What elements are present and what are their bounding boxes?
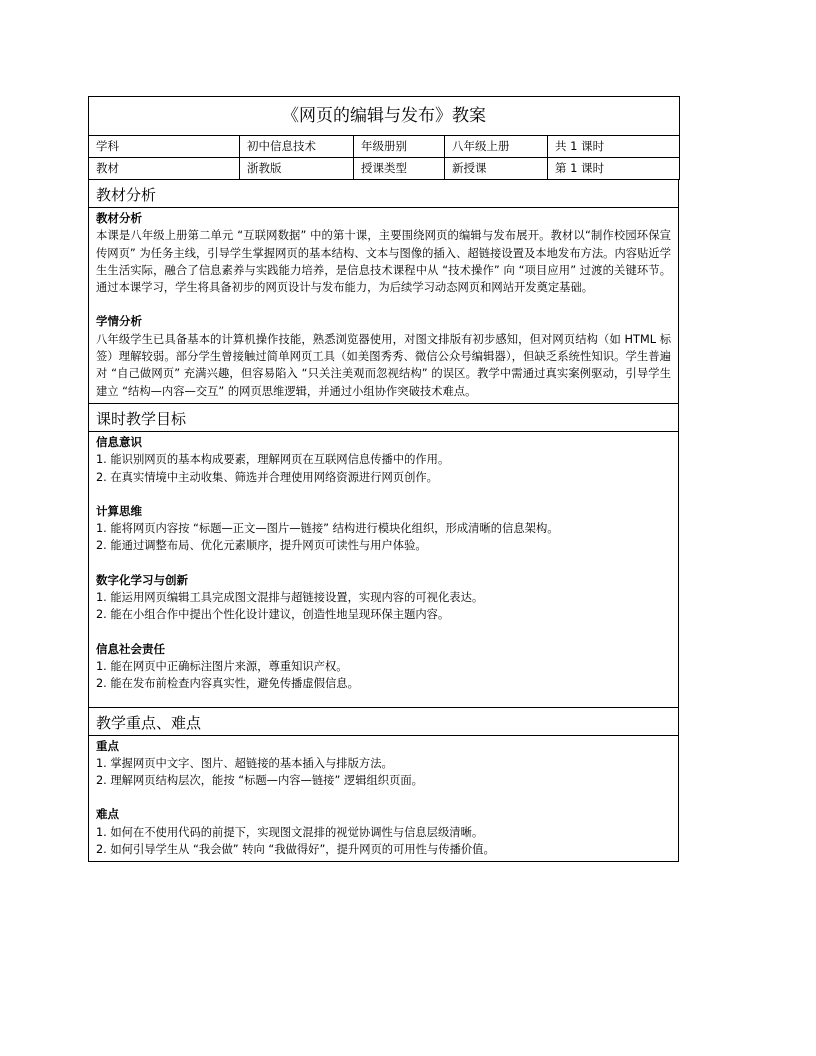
list-item: 2. 如何引导学生从 “我会做” 转向 “我做得好”，提升网页的可用性与传播价值。 [96, 843, 495, 857]
section-heading: 课时教学目标 [89, 404, 678, 432]
section-heading: 教学重点、难点 [89, 708, 678, 736]
subheading: 信息意识 [96, 434, 142, 449]
list-item: 1. 能运用网页编辑工具完成图文混排与超链接设置，实现内容的可视化表达。 [96, 591, 484, 605]
list-item: 2. 能在小组合作中提出个性化设计建议，创造性地呈现环保主题内容。 [96, 608, 450, 622]
section-objectives [88, 404, 679, 708]
subheading: 信息社会责任 [96, 641, 165, 656]
info-table [88, 96, 680, 180]
section-key-difficult-points [88, 708, 679, 863]
info-cell: 八年级上册 [445, 136, 548, 158]
subheading: 教材分析 [96, 211, 142, 225]
section-heading: 教材分析 [89, 180, 678, 208]
info-cell: 第 1 课时 [548, 158, 680, 180]
info-cell: 教材 [89, 158, 240, 180]
info-cell: 学科 [89, 136, 240, 158]
subheading: 学情分析 [96, 314, 142, 329]
info-row [89, 158, 680, 180]
list-item: 1. 能将网页内容按 “标题—正文—图片—链接” 结构进行模块化组织，形成清晰的信息架构。 [96, 522, 559, 536]
subheading: 重点 [96, 738, 119, 753]
list-item: 1. 掌握网页中文字、图片、超链接的基本插入与排版方法。 [96, 756, 393, 770]
info-cell: 共 1 课时 [548, 136, 680, 158]
list-item: 1. 如何在不使用代码的前提下，实现图文混排的视觉协调性与信息层级清晰。 [96, 825, 484, 839]
lesson-plan-document [88, 96, 679, 862]
subheading: 难点 [96, 807, 119, 822]
info-row [89, 136, 680, 158]
list-item: 2. 在真实情境中主动收集、筛选并合理使用网络资源进行网页创作。 [96, 470, 438, 484]
subheading: 计算思维 [96, 503, 142, 518]
info-cell: 授课类型 [354, 158, 445, 180]
paragraph: 本课是八年级上册第二单元 “互联网数据” 中的第十课，主要围绕网页的编辑与发布展开。教材以“制作校园环保宣传网页” 为任务主线，引导学生掌握网页的基本结构、文本与图像的插入、超链接设置及本地发布方法。内容贴近学生生活实际，融合了信息素养与实践能力培养，是信息技术课程中从 “技术操作” 向 “项目应用” 过渡的关键环节。通过本课学习，学生将具备初步的网页设计与发布能力，为后续学习动态网页和网站开发奠定基础。 [96, 229, 671, 295]
section-textbook-analysis [88, 180, 679, 404]
page-title: 《网页的编辑与发布》教案 [89, 97, 680, 136]
info-cell: 浙教版 [240, 158, 354, 180]
paragraph: 八年级学生已具备基本的计算机操作技能，熟悉浏览器使用，对图文排版有初步感知，但对网页结构（如 HTML 标签）理解较弱。部分学生曾接触过简单网页工具（如美图秀秀、微信公众号编辑器），但缺乏系统性知识。学生普遍对 “自己做网页” 充满兴趣，但容易陷入 “只关注美观而忽视结构” 的误区。教学中需通过真实案例驱动，引导学生建立 “结构—内容—交互” 的网页思维逻辑，并通过小组协作突破技术难点。 [96, 332, 671, 398]
list-item: 2. 能在发布前检查内容真实性，避免传播虚假信息。 [96, 677, 359, 691]
subheading: 数字化学习与创新 [96, 572, 188, 587]
list-item: 1. 能在网页中正确标注图片来源，尊重知识产权。 [96, 659, 348, 673]
info-cell: 初中信息技术 [240, 136, 354, 158]
list-item: 2. 能通过调整布局、优化元素顺序，提升网页可读性与用户体验。 [96, 539, 427, 553]
info-cell: 年级册别 [354, 136, 445, 158]
info-cell: 新授课 [445, 158, 548, 180]
list-item: 1. 能识别网页的基本构成要素，理解网页在互联网信息传播中的作用。 [96, 453, 450, 467]
list-item: 2. 理解网页结构层次，能按 “标题—内容—链接” 逻辑组织页面。 [96, 774, 423, 788]
